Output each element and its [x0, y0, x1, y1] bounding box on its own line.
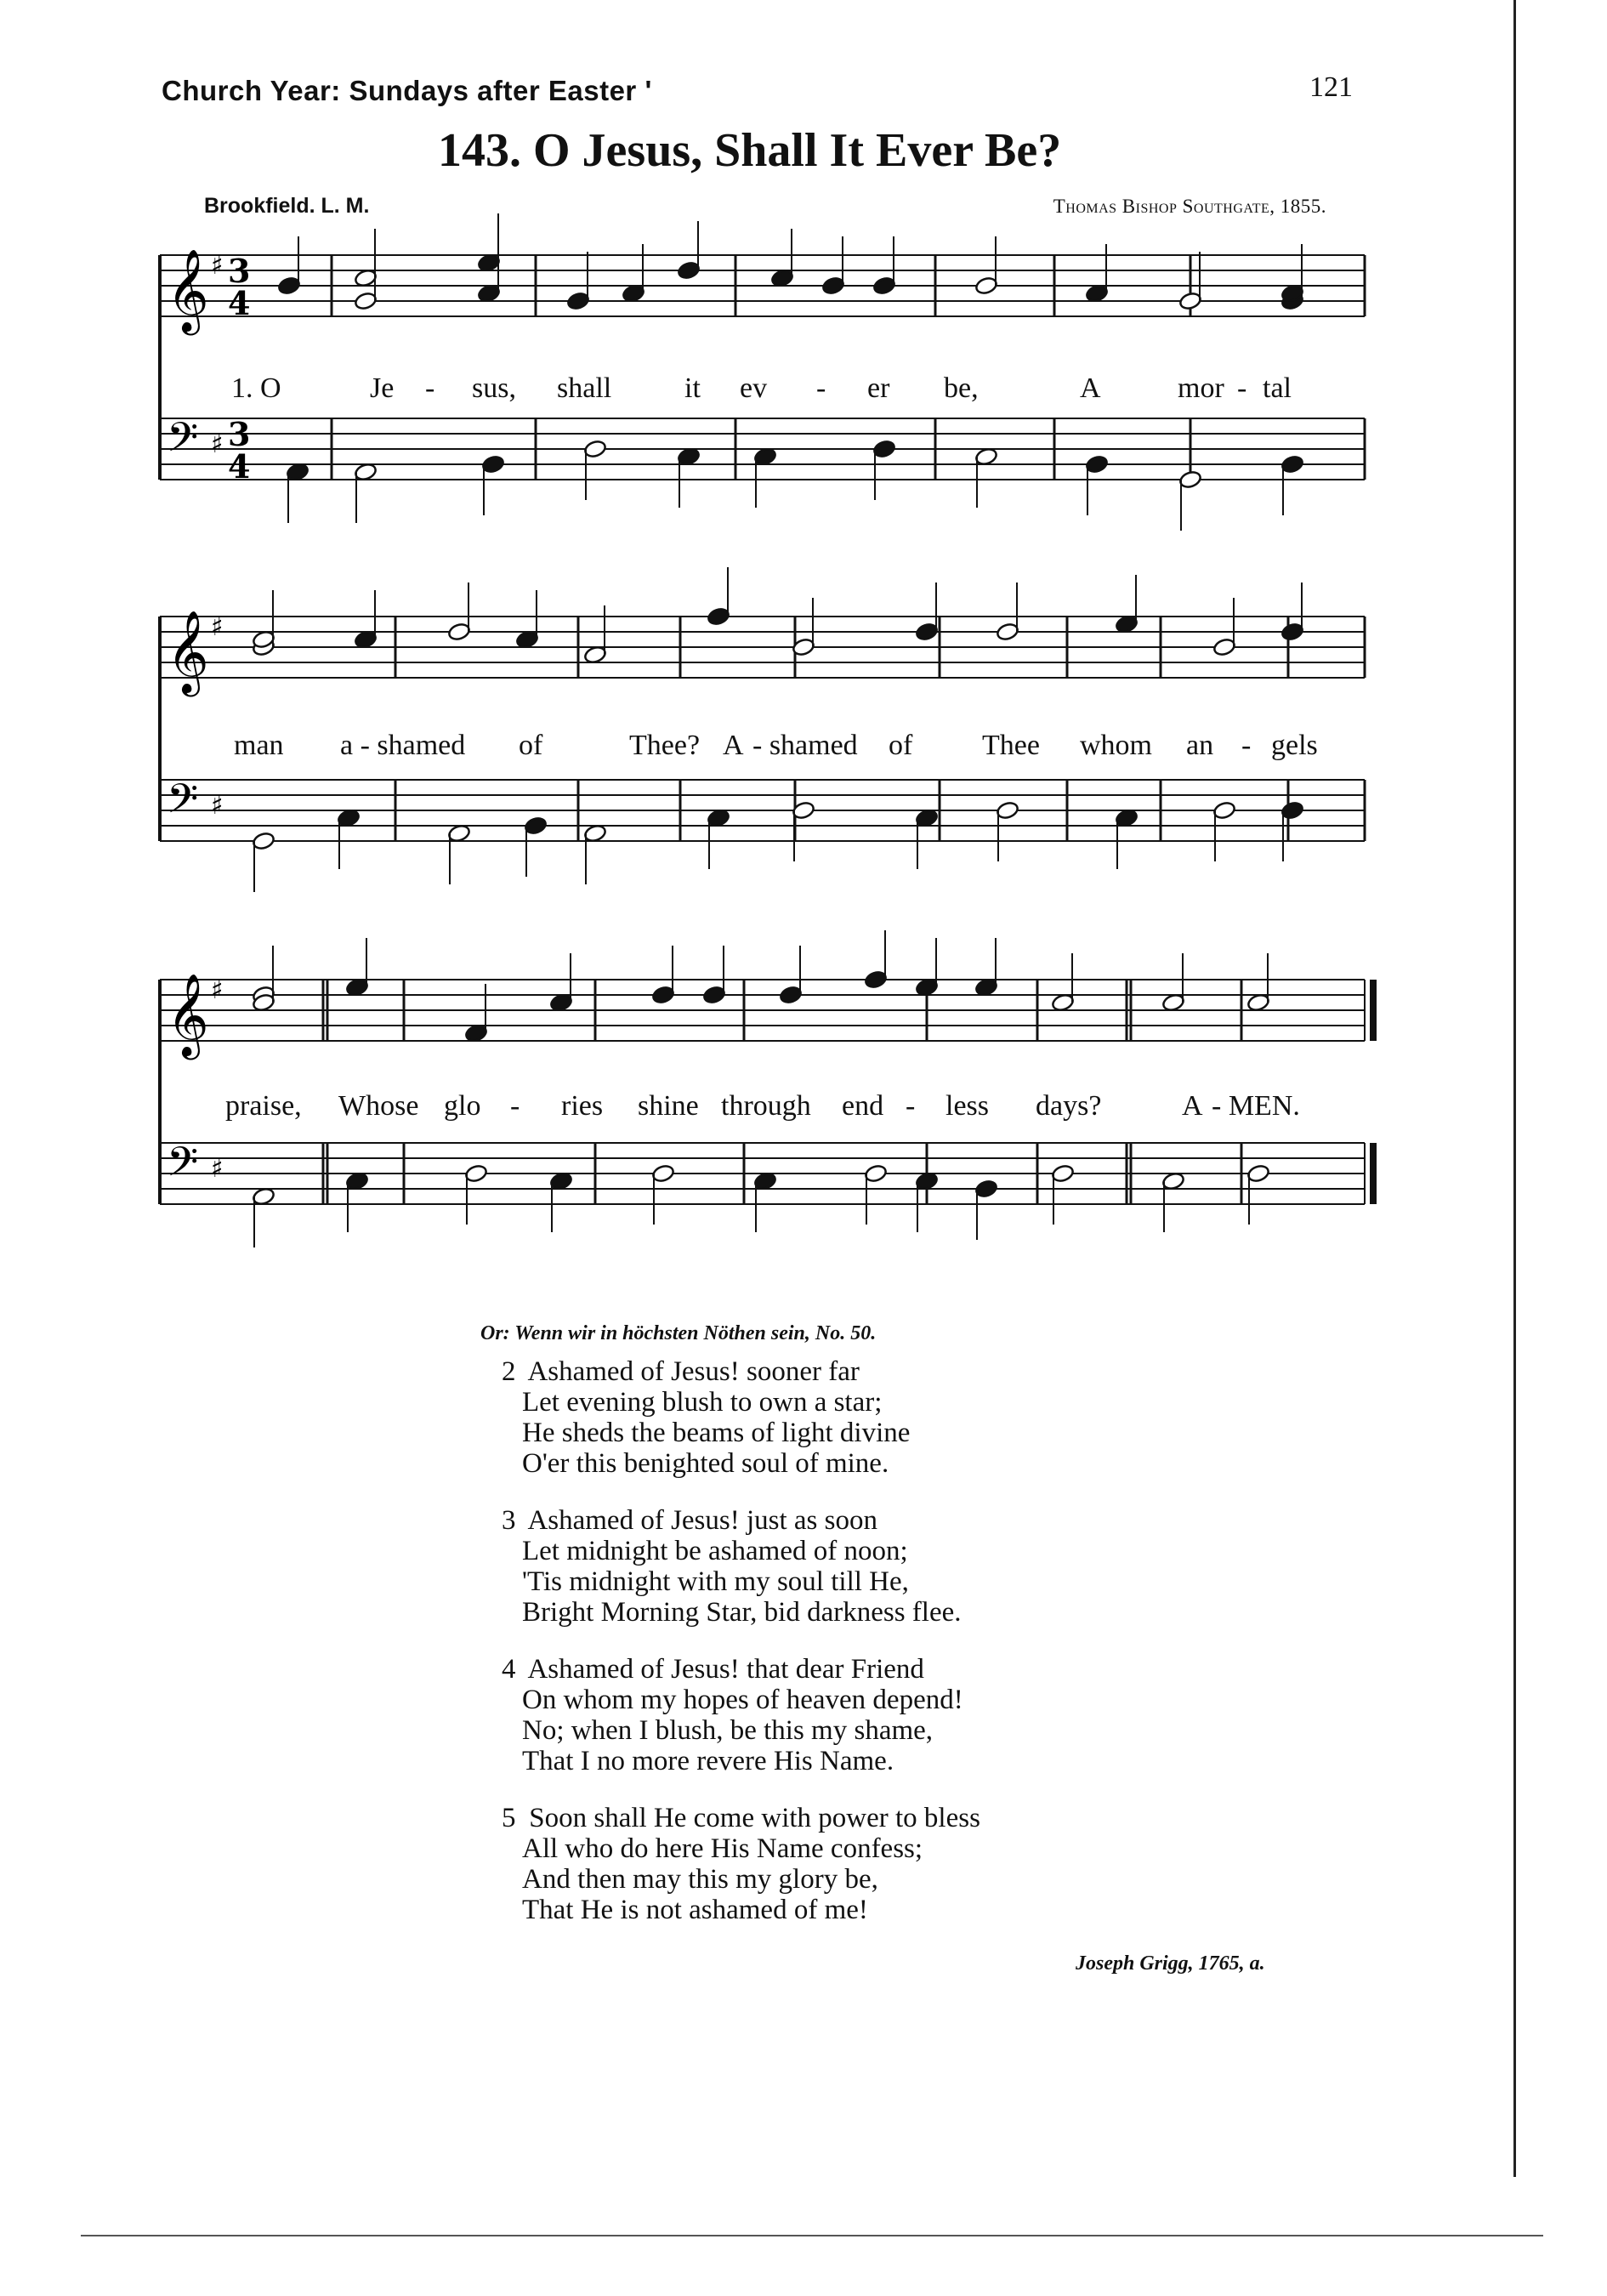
stanza-line: No; when I blush, be this my shame, — [522, 1715, 934, 1746]
lyric-syllable: it — [684, 372, 701, 404]
final-barline — [1370, 980, 1377, 1041]
sharp-icon: ♯ — [211, 251, 224, 281]
section-header: Church Year: Sundays after Easter ' — [162, 75, 652, 106]
lyric-syllable: - — [906, 1090, 916, 1122]
sharp-icon: ♯ — [211, 612, 224, 642]
stanza-3 — [502, 1505, 962, 1628]
note-head — [677, 260, 701, 280]
treble-clef-icon: 𝄞 — [167, 610, 209, 693]
lyric-syllable: - — [425, 372, 435, 404]
lyric-syllable: days? — [1036, 1090, 1102, 1122]
lyric-syllable: ev — [740, 372, 768, 404]
lyric-syllable: through — [721, 1090, 811, 1122]
note-head — [1246, 1163, 1270, 1183]
lyric-syllable: - shamed — [752, 730, 858, 761]
bass-clef-icon: 𝄢 — [167, 413, 199, 471]
note-head — [277, 276, 301, 295]
note-head — [1280, 800, 1304, 820]
lyric-syllable: gels — [1271, 730, 1318, 761]
stanza-text: Ashamed of Jesus! sooner far — [527, 1356, 860, 1387]
lyric-syllable: - — [816, 372, 826, 404]
note-head — [1212, 637, 1236, 656]
note-head — [583, 439, 607, 458]
stanza-4 — [502, 1654, 963, 1776]
note-head — [1051, 1163, 1075, 1183]
bass-clef-icon: 𝄢 — [167, 1138, 199, 1196]
lyric-syllable: a - shamed — [340, 730, 466, 761]
note-head — [447, 622, 471, 641]
lyric-syllable: - — [510, 1090, 520, 1122]
lyric-syllable: - — [1241, 730, 1252, 761]
stanza-line — [502, 1505, 962, 1536]
time-signature-top: 3 — [228, 415, 251, 453]
lyric-syllable: Je — [370, 372, 395, 404]
stanza-line: And then may this my glory be, — [522, 1864, 878, 1895]
note-head — [566, 291, 590, 310]
note-head — [481, 454, 505, 474]
lyric-syllable: man — [234, 730, 284, 761]
note-head — [1212, 800, 1236, 820]
note-head — [1085, 454, 1109, 474]
sharp-icon: ♯ — [211, 975, 224, 1005]
stanza-line: That He is not ashamed of me! — [522, 1895, 868, 1925]
lyric-syllable: glo — [444, 1090, 481, 1122]
lyric-syllable: A — [1080, 372, 1101, 404]
stanza-2 — [502, 1356, 910, 1479]
note-head — [464, 1163, 488, 1183]
lyric-syllable: whom — [1080, 730, 1152, 761]
page-bottom-rule — [81, 2235, 1543, 2236]
note-head — [702, 985, 726, 1004]
note-head — [1178, 291, 1202, 310]
sharp-icon: ♯ — [211, 1154, 224, 1184]
stanza-line — [502, 1356, 910, 1387]
lyric-syllable: Whose — [338, 1090, 419, 1122]
lyric-syllable: - MEN. — [1212, 1090, 1300, 1122]
lyric-syllable: A — [723, 730, 744, 761]
lyric-syllable: sus, — [472, 372, 516, 404]
stanza-line: 'Tis midnight with my soul till He, — [522, 1566, 909, 1597]
stanza-number: 4 — [502, 1654, 516, 1685]
stanza-line — [502, 1803, 980, 1833]
stanza-number: 3 — [502, 1505, 516, 1536]
tune-name: Brookfield. L. M. — [204, 194, 370, 218]
lyric-syllable: of — [519, 730, 543, 761]
note-head — [1280, 454, 1304, 474]
stanza-line: On whom my hopes of heaven depend! — [522, 1685, 963, 1715]
note-head — [864, 1163, 888, 1183]
lyric-syllable: er — [867, 372, 890, 404]
note-head — [651, 1163, 675, 1183]
lyric-syllable: Thee — [982, 730, 1040, 761]
bass-clef-icon: 𝄢 — [167, 775, 199, 833]
note-head — [821, 276, 845, 295]
stanza-line: O'er this benighted soul of mine. — [522, 1448, 889, 1479]
stanza-line: He sheds the beams of light divine — [522, 1418, 911, 1448]
lyric-syllable: an — [1186, 730, 1214, 761]
note-head — [996, 622, 1019, 641]
note-head — [872, 439, 896, 458]
lyric-syllable: less — [945, 1090, 989, 1122]
lyric-syllable: of — [889, 730, 913, 761]
lyric-syllable: ries — [561, 1090, 604, 1122]
lyric-syllable: be, — [944, 372, 979, 404]
stanza-number: 2 — [502, 1356, 516, 1387]
stanza-text: Ashamed of Jesus! that dear Friend — [527, 1654, 924, 1685]
stanza-text: Ashamed of Jesus! just as soon — [527, 1505, 877, 1536]
music-system-3 — [160, 930, 1377, 1247]
note-head — [779, 985, 803, 1004]
lyric-syllable: tal — [1263, 372, 1292, 404]
note-head — [974, 1179, 998, 1198]
stanza-line — [502, 1654, 963, 1685]
lyric-syllable: end — [842, 1090, 884, 1122]
time-signature-bottom: 4 — [228, 447, 251, 486]
page-edge-line — [1513, 0, 1516, 2177]
stanza-number: 5 — [502, 1803, 516, 1833]
lyric-syllable: 1. O — [231, 372, 281, 404]
note-head — [524, 816, 548, 835]
note-head — [872, 276, 896, 295]
sharp-icon: ♯ — [211, 791, 224, 821]
lyric-syllable: praise, — [225, 1090, 302, 1122]
note-head — [707, 606, 730, 626]
alternate-tune-note: Or: Wenn wir in höchsten Nöthen sein, No. 50. — [480, 1322, 877, 1344]
stanza-5 — [502, 1803, 980, 1925]
note-head — [1178, 469, 1202, 489]
page-number: 121 — [1309, 71, 1353, 103]
stanza-line: All who do here His Name confess; — [522, 1833, 923, 1864]
note-head — [864, 969, 888, 989]
note-head — [1280, 622, 1304, 641]
lyric-syllable: shine — [638, 1090, 699, 1122]
time-signature-top: 3 — [228, 252, 251, 290]
final-barline — [1370, 1143, 1377, 1204]
stanza-line: Bright Morning Star, bid darkness flee. — [522, 1597, 962, 1628]
hymn-title: 143. O Jesus, Shall It Ever Be? — [438, 124, 1062, 177]
stanza-line: Let midnight be ashamed of noon; — [522, 1536, 908, 1566]
lyric-syllable: shall — [557, 372, 612, 404]
stanza-line: Let evening blush to own a star; — [522, 1387, 883, 1418]
treble-clef-icon: 𝄞 — [167, 973, 209, 1056]
note-head — [915, 622, 939, 641]
text-author-credit: Joseph Grigg, 1765, a. — [1076, 1952, 1265, 1975]
note-head — [354, 291, 378, 310]
stanza-text: Soon shall He come with power to bless — [529, 1803, 980, 1833]
lyric-syllable: mor — [1178, 372, 1224, 404]
stanza-line: That I no more revere His Name. — [522, 1746, 894, 1776]
composer-credit: Thomas Bishop Southgate, 1855. — [1053, 196, 1326, 217]
lyric-syllable: A — [1182, 1090, 1203, 1122]
time-signature-bottom: 4 — [228, 284, 251, 322]
lyric-syllable: - — [1237, 372, 1247, 404]
lyric-syllable: Thee? — [629, 730, 701, 761]
note-head — [996, 800, 1019, 820]
treble-clef-icon: 𝄞 — [167, 248, 209, 332]
sharp-icon: ♯ — [211, 429, 224, 459]
note-head — [974, 276, 998, 295]
note-head — [252, 831, 275, 850]
note-head — [651, 985, 675, 1004]
